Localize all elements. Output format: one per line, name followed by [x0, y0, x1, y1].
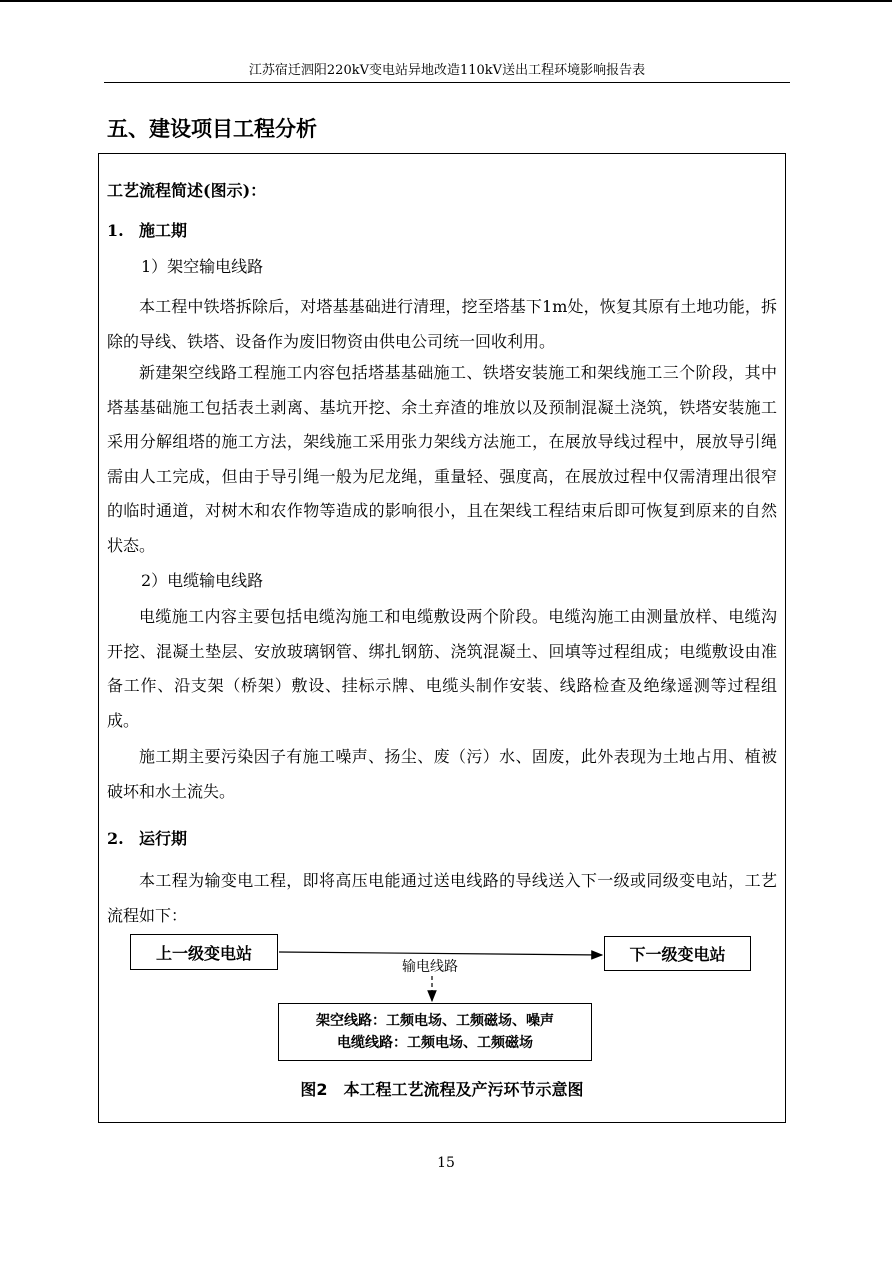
transmission-line-label: 输电线路: [402, 959, 458, 975]
paragraph-operation: 本工程为输变电工程，即将高压电能通过送电线路的导线送入下一级或同级变电站，工艺流程如下：: [107, 871, 777, 925]
section-title: 五、建设项目工程分析: [107, 117, 317, 141]
upstream-substation-box: 上一级变电站: [130, 934, 278, 970]
cable-line-subtitle: 2）电缆输电线路: [141, 571, 264, 590]
operation-number: 2.: [107, 829, 124, 848]
environmental-impacts-box: [278, 1003, 592, 1061]
operation-title: 运行期: [139, 829, 188, 848]
transmission-flow-arrow: [279, 952, 602, 955]
paragraph-cable-construction: 电缆施工内容主要包括电缆沟施工和电缆敷设两个阶段。电缆沟施工由测量放样、电缆沟开挖、混凝土垫层、安放玻璃钢管、绑扎钢筋、浇筑混凝土、回填等过程组成；电缆敷设由准备工作、沿支架（桥架）敷设、挂标示牌、电缆头制作安装、线路检查及绝缘遥测等过程组成。: [107, 607, 777, 730]
paragraph-pollution-factors: 施工期主要污染因子有施工噪声、扬尘、废（污）水、固废，此外表现为土地占用、植被破坏和水土流失。: [107, 747, 777, 801]
running-header: 江苏宿迁泗阳220kV变电站异地改造110kV送出工程环境影响报告表: [248, 63, 646, 78]
construction-number: 1.: [107, 221, 124, 240]
downstream-substation-box: 下一级变电站: [604, 936, 751, 971]
paragraph-tower-removal: 本工程中铁塔拆除后，对塔基基础进行清理，挖至塔基下1m处，恢复其原有土地功能，拆除的导线、铁塔、设备作为废旧物资由供电公司统一回收利用。: [107, 297, 777, 351]
figure-caption: 图2 本工程工艺流程及产污环节示意图: [300, 1080, 584, 1099]
cable-line-impacts: 电缆线路：工频电场、工频磁场: [337, 1035, 533, 1051]
overhead-line-subtitle: 1）架空输电线路: [141, 257, 264, 276]
process-heading: 工艺流程简述(图示)：: [107, 181, 267, 200]
overhead-line-impacts: 架空线路：工频电场、工频磁场、噪声: [316, 1013, 554, 1029]
page-number: 15: [437, 1155, 455, 1171]
paragraph-overhead-construction: 新建架空线路工程施工内容包括塔基基础施工、铁塔安装施工和架线施工三个阶段，其中塔基基础施工包括表土剥离、基坑开挖、余土弃渣的堆放以及预制混凝土浇筑，铁塔安装施工采用分解组塔的施工方法，架线施工采用张力架线方法施工，在展放导线过程中，展放导引绳需由人工完成，但由于导引绳一般为尼龙绳，重量轻、强度高，在展放过程中仅需清理出很窄的临时通道，对树木和农作物等造成的影响很小，且在架线工程结束后即可恢复到原来的自然状态。: [107, 363, 777, 555]
construction-title: 施工期: [139, 221, 188, 240]
